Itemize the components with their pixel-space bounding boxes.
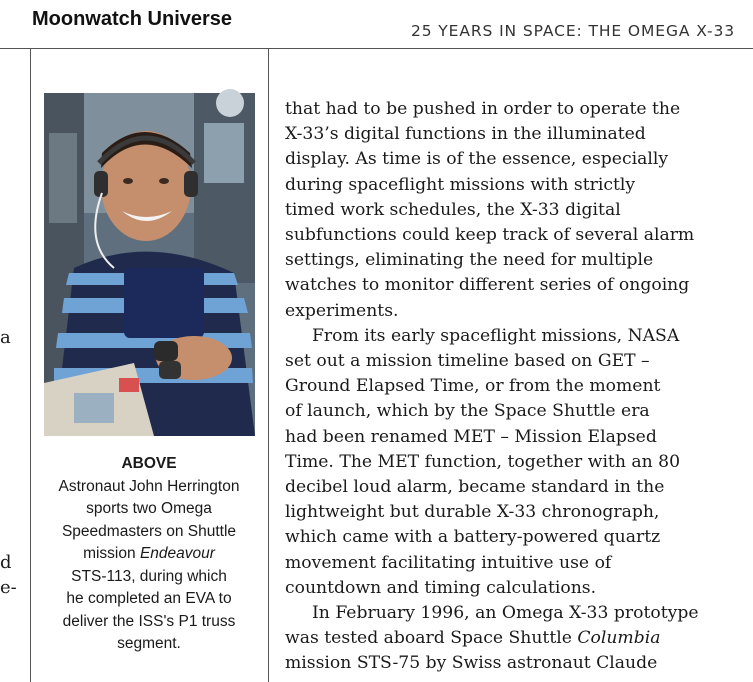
column-divider-right: [268, 48, 269, 682]
caption-mission-name: Endeavour: [139, 545, 215, 562]
article-body: [285, 97, 745, 677]
body-line: display. As time is of the essence, especially: [285, 149, 669, 170]
body-line: countdown and timing calculations.: [285, 577, 597, 598]
top-rule: [0, 48, 753, 49]
caption-line: he completed an EVA to: [66, 590, 232, 607]
body-line: movement facilitating intuitive use of: [285, 552, 612, 573]
body-line: X-33’s digital functions in the illuminated: [285, 124, 646, 145]
body-line: [285, 626, 745, 651]
body-line: set out a mission timeline based on GET –: [285, 351, 650, 372]
column-divider-left: [30, 48, 31, 682]
body-line: settings, eliminating the need for multiple: [285, 250, 654, 271]
publication-title: Moonwatch Universe: [32, 8, 233, 30]
body-line: that had to be pushed in order to operate the: [285, 99, 681, 119]
caption-line: Astronaut John Herrington: [58, 477, 240, 495]
body-line: which came with a battery-powered quartz: [285, 527, 661, 548]
body-line: timed work schedules, the X-33 digital: [285, 199, 621, 220]
caption-line: Speedmasters on Shuttle: [61, 522, 237, 540]
cropped-text-fragment: e-: [0, 577, 17, 598]
body-line: subfunctions could keep track of several alarm: [285, 225, 695, 246]
body-line: watches to monitor different series of ongoing: [285, 275, 690, 296]
cropped-text-fragment: d: [0, 552, 12, 573]
body-line: had been renamed MET – Mission Elapsed: [285, 426, 657, 447]
cropped-text-fragment: a: [0, 327, 11, 348]
body-line: mission STS-75 by Swiss astronaut Claude: [285, 653, 658, 674]
body-text: was tested aboard Space Shuttle: [285, 628, 578, 649]
caption-line: STS-113, during which: [71, 567, 227, 585]
caption-text: mission: [83, 545, 140, 562]
body-line: In February 1996, an Omega X-33 prototype: [312, 603, 699, 624]
caption-label: ABOVE: [121, 455, 177, 472]
body-line: lightweight but durable X-33 chronograph,: [285, 502, 660, 523]
photo-caption: [36, 453, 262, 656]
body-line: experiments.: [285, 300, 399, 321]
body-line: Ground Elapsed Time, or from the moment: [285, 376, 661, 397]
caption-line: segment.: [117, 635, 181, 652]
body-line: of launch, which by the Space Shuttle era: [285, 401, 650, 422]
body-line: Time. The MET function, together with an 80: [285, 451, 681, 472]
body-line: decibel loud alarm, became standard in the: [285, 477, 665, 498]
astronaut-photo: [44, 93, 255, 436]
body-line: during spaceflight missions with strictly: [285, 174, 636, 195]
caption-line: sports two Omega: [86, 500, 212, 517]
shuttle-name: Columbia: [577, 628, 661, 649]
running-head: 25 YEARS IN SPACE: THE OMEGA X-33: [410, 22, 735, 40]
caption-line: deliver the ISS's P1 truss: [62, 612, 236, 630]
body-line: From its early spaceflight missions, NASA: [312, 325, 680, 346]
caption-line: [36, 543, 262, 566]
